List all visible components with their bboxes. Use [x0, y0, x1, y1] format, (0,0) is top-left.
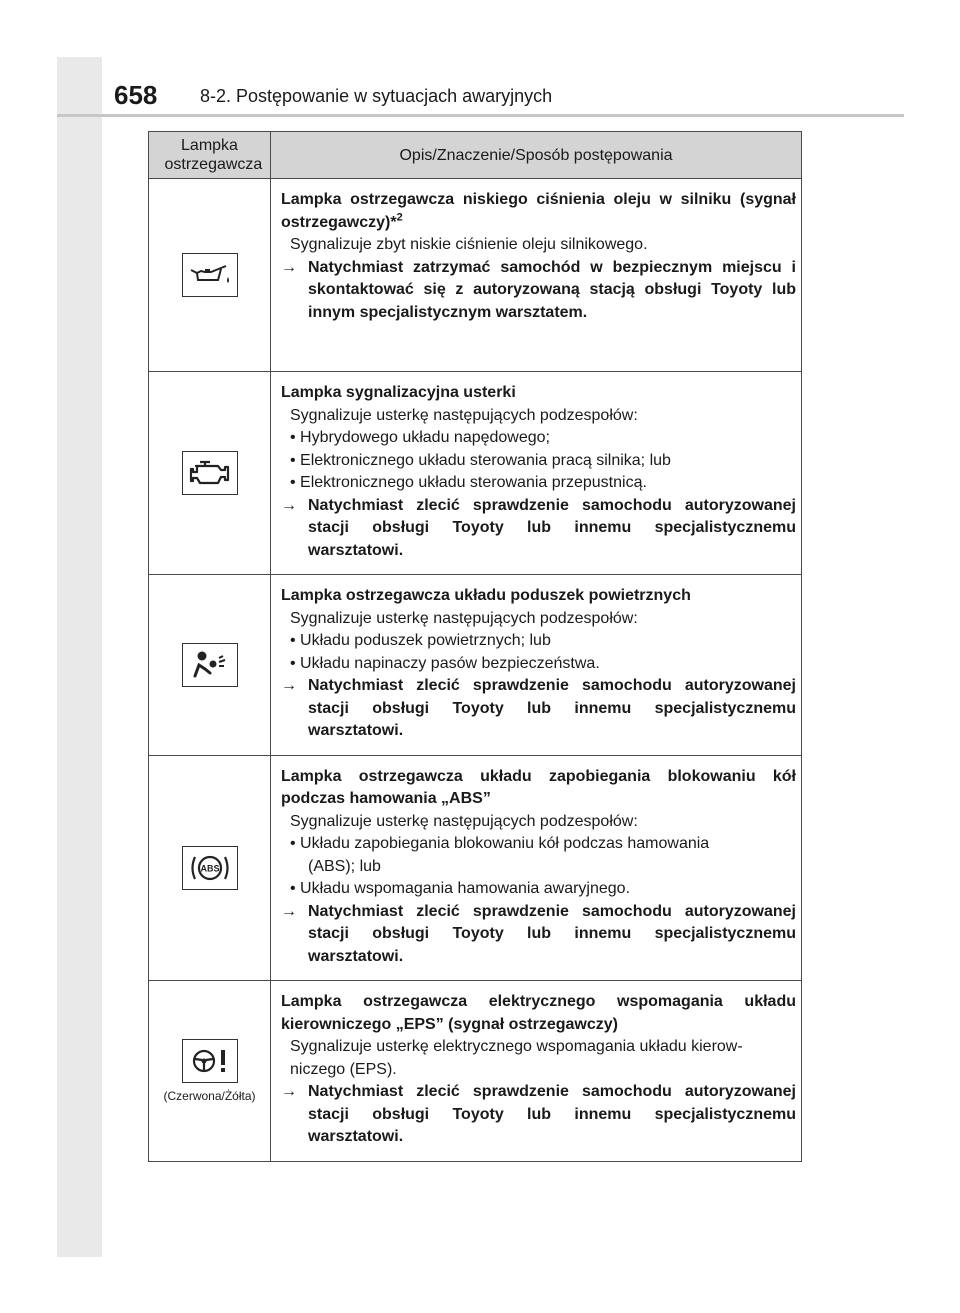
- oil-pressure-icon: [182, 253, 238, 297]
- row-title-text: Lampka ostrzegawcza niskiego ciśnienia oleju w silniku (sygnał ostrzegawczy)*: [281, 191, 796, 231]
- warning-lights-table: [148, 131, 802, 1162]
- list-item: • Układu napinaczy pasów bezpieczeństwa.: [290, 654, 600, 672]
- row-description: Sygnalizuje usterkę następujących podzespołów:: [290, 812, 638, 830]
- footnote-ref: 2: [396, 211, 403, 224]
- column-header-lamp: [149, 132, 271, 179]
- row-action-text: Natychmiast zlecić sprawdzenie samochodu autoryzowanej stacji obsługi Toyoty lub innemu specjalistycznemu warsztatowi.: [308, 496, 796, 559]
- table-row: [149, 981, 802, 1162]
- row-description: Sygnalizuje usterkę następujących podzespołów:: [290, 609, 638, 627]
- row-description: Sygnalizuje usterkę następujących podzespołów:: [290, 406, 638, 424]
- row-action-text: Natychmiast zlecić sprawdzenie samochodu autoryzowanej stacji obsługi Toyoty lub innemu specjalistycznemu warsztatowi.: [308, 677, 796, 739]
- header-divider: [57, 114, 904, 117]
- row-description: Sygnalizuje usterkę elektrycznego wspomagania układu kierow-: [290, 1038, 743, 1055]
- description-cell: [271, 179, 802, 372]
- section-title: 8-2. Postępowanie w sytuacjach awaryjnych: [200, 86, 553, 106]
- row-action: [281, 495, 796, 563]
- table-header-row: [149, 132, 802, 179]
- row-action-text: Natychmiast zlecić sprawdzenie samochodu autoryzowanej stacji obsługi Toyoty lub innemu specjalistycznemu warsztatowi.: [308, 1083, 796, 1145]
- icon-cell: [149, 981, 271, 1162]
- row-title: Lampka ostrzegawcza elektrycznego wspomagania układu kierowniczego „EPS” (sygnał ostrzegawczy): [281, 993, 796, 1033]
- description-cell: [271, 755, 802, 981]
- row-title: Lampka ostrzegawcza układu zapobiegania blokowaniu kół podczas hamowania „ABS”: [281, 767, 796, 807]
- icon-cell: [149, 575, 271, 756]
- row-action-text: Natychmiast zatrzymać samochód w bezpiecznym miejscu i skontaktować się z autoryzowaną stacją obsługi Toyoty lub innym specjalistycznym warsztatem.: [308, 258, 796, 321]
- description-cell: [271, 372, 802, 575]
- page-number: 658: [114, 80, 158, 110]
- list-item-continuation: (ABS); lub: [308, 857, 381, 875]
- icon-cell: [149, 179, 271, 372]
- list-item: • Elektronicznego układu sterowania przepustnicą.: [290, 474, 647, 491]
- list-item: • Układu wspomagania hamowania awaryjnego.: [290, 880, 631, 897]
- icon-cell: [149, 755, 271, 981]
- list-item: • Hybrydowego układu napędowego;: [290, 429, 550, 446]
- table-row: [149, 179, 802, 372]
- list-item: • Elektronicznego układu sterowania pracą silnika; lub: [290, 451, 671, 469]
- list-item: • Układu zapobiegania blokowaniu kół podczas hamowania: [290, 835, 710, 852]
- airbag-icon: [182, 643, 238, 687]
- abs-icon-text: ABS: [199, 863, 220, 874]
- row-title: [281, 189, 796, 234]
- abs-icon: [182, 846, 238, 890]
- arrow-icon: →: [281, 496, 297, 514]
- arrow-icon: →: [281, 677, 297, 694]
- row-action: [281, 1081, 796, 1149]
- arrow-icon: →: [281, 1083, 297, 1100]
- arrow-icon: →: [281, 258, 297, 276]
- table-row: [149, 372, 802, 575]
- description-cell: [271, 575, 802, 756]
- row-description-continuation: niczego (EPS).: [290, 1060, 397, 1078]
- side-strip: [57, 57, 102, 1257]
- icon-caption: (Czerwona/Żółta): [163, 1088, 256, 1103]
- row-action-text: Natychmiast zlecić sprawdzenie samochodu autoryzowanej stacji obsługi Toyoty lub innemu specjalistycznemu warsztatowi.: [308, 902, 796, 965]
- engine-malfunction-icon: [182, 451, 238, 495]
- row-action: [281, 257, 796, 325]
- row-description: Sygnalizuje zbyt niskie ciśnienie oleju silnikowego.: [290, 236, 648, 253]
- description-cell: [271, 981, 802, 1162]
- page-header: [102, 74, 904, 114]
- row-action: [281, 675, 796, 743]
- row-title: Lampka ostrzegawcza układu poduszek powietrznych: [281, 587, 691, 604]
- column-header-lamp-label: Lampka ostrzegawcza: [164, 137, 263, 173]
- table-row: [149, 575, 802, 756]
- eps-steering-icon: [182, 1039, 238, 1083]
- list-item: • Układu poduszek powietrznych; lub: [290, 632, 551, 649]
- icon-cell: [149, 372, 271, 575]
- column-header-description: Opis/Znaczenie/Sposób postępowania: [271, 132, 802, 179]
- table-row: [149, 755, 802, 981]
- row-title: Lampka sygnalizacyjna usterki: [281, 384, 516, 401]
- arrow-icon: →: [281, 902, 297, 920]
- row-action: [281, 901, 796, 969]
